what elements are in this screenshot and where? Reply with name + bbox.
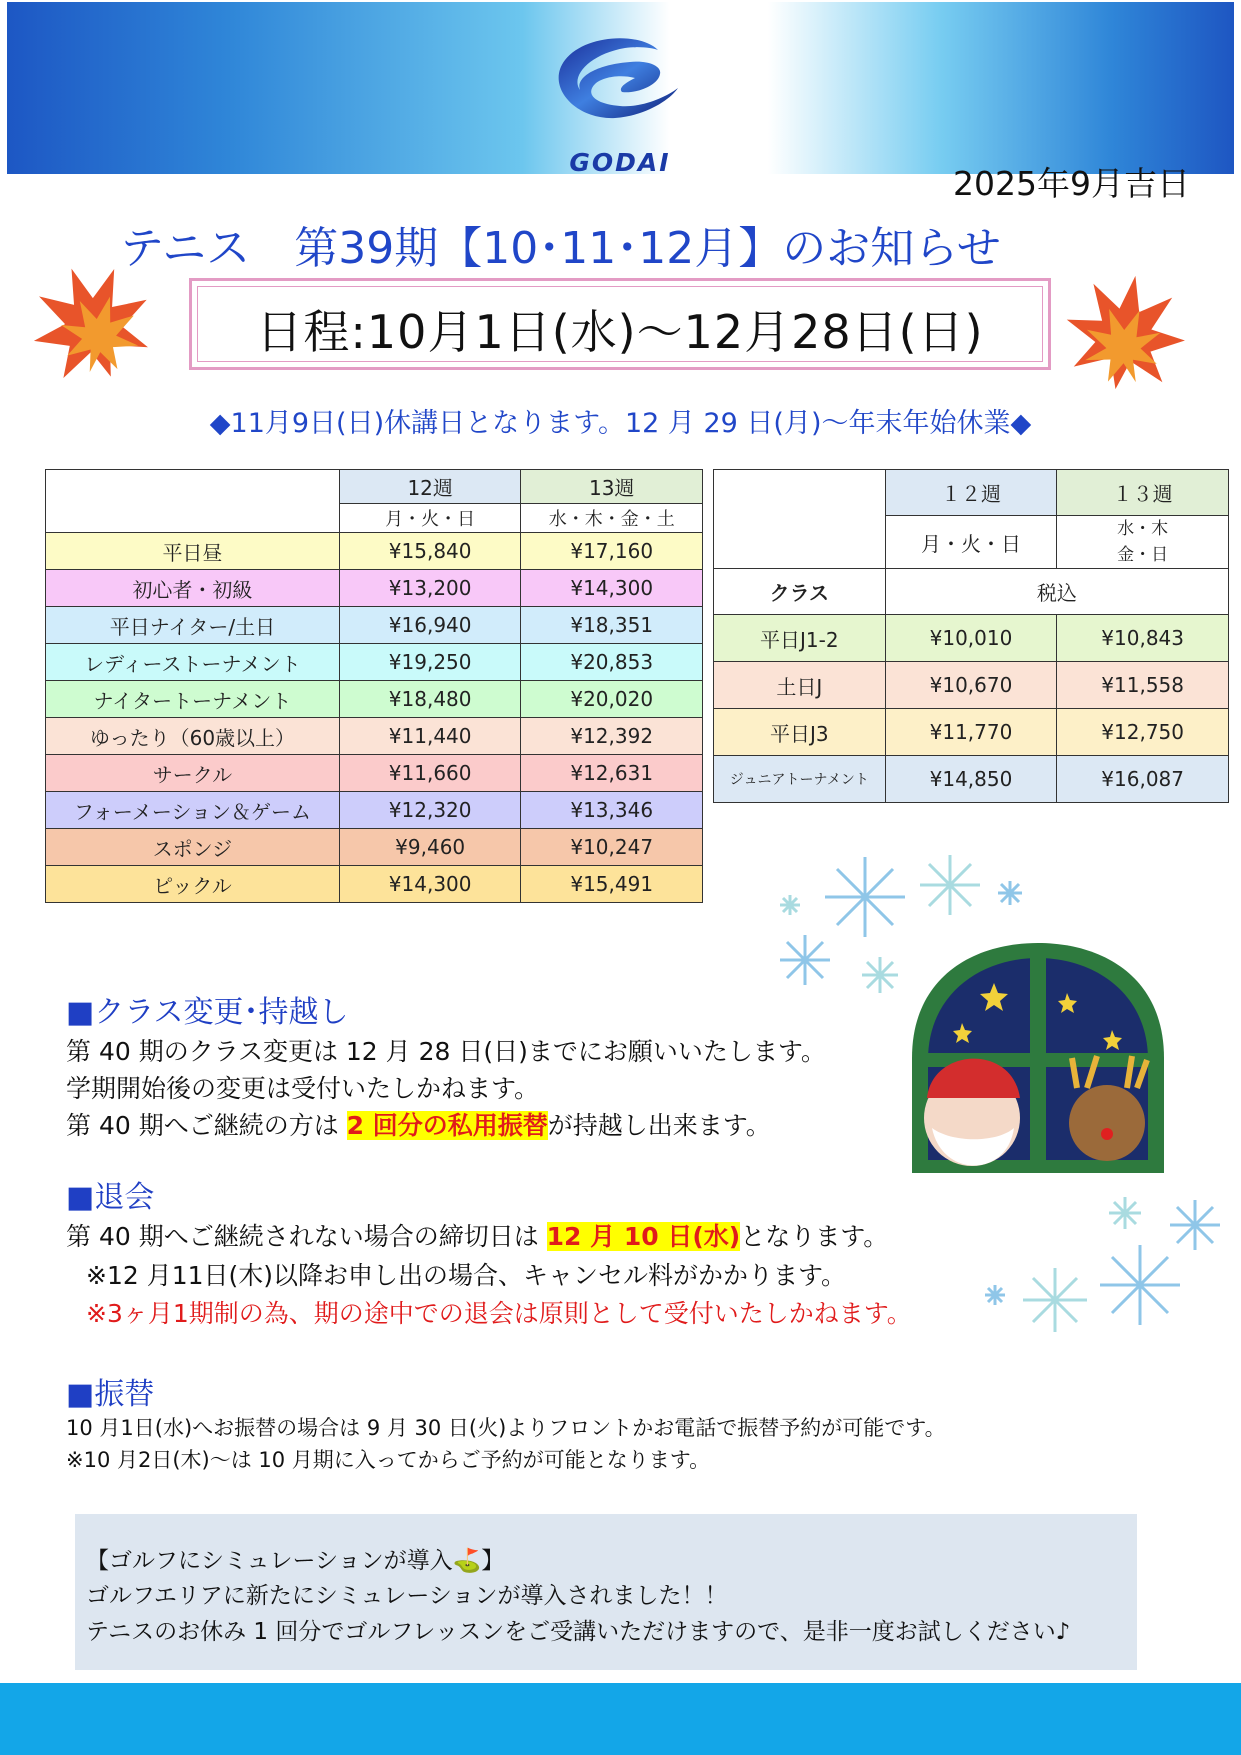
week12-header: １２週	[885, 470, 1057, 516]
table-row	[714, 709, 1229, 756]
class-label: クラス	[714, 569, 886, 615]
fee-12-weeks-cell: ¥12,320	[339, 792, 521, 829]
week12-header: 12週	[339, 470, 521, 504]
highlight-text: 12 月 10 日(水)	[546, 1222, 741, 1251]
class-name-cell: 平日ナイター/土日	[46, 607, 340, 644]
fee-13-weeks-cell: ¥20,020	[521, 681, 703, 718]
class-name-cell: レディーストーナメント	[46, 644, 340, 681]
fee-12-weeks-cell: ¥13,200	[339, 570, 521, 607]
fee-13-weeks-cell: ¥12,392	[521, 718, 703, 755]
window-santa-reindeer-illustration	[902, 938, 1174, 1180]
table-row	[46, 681, 703, 718]
adult-fee-table	[45, 469, 703, 903]
class-name-cell: 土日J	[714, 662, 886, 709]
fee-12-weeks-cell: ¥15,840	[339, 533, 521, 570]
fee-13-weeks-cell: ¥10,843	[1057, 615, 1229, 662]
table-row	[46, 570, 703, 607]
issue-date: 2025年9月吉日	[953, 164, 1190, 203]
fee-12-weeks-cell: ¥18,480	[339, 681, 521, 718]
tax-label: 税込	[885, 569, 1228, 615]
fee-13-weeks-cell: ¥17,160	[521, 533, 703, 570]
fee-13-weeks-cell: ¥12,631	[521, 755, 703, 792]
class-name-cell: ピックル	[46, 866, 340, 903]
maple-leaf-icon	[1055, 265, 1195, 405]
class-change-line: 第 40 期へご継続の方は 2 回分の私用振替が持越し出来ます。	[66, 1111, 771, 1140]
transfer-warning: ※10 月2日(木)～は 10 月期に入ってからご予約が可能となります。	[66, 1448, 711, 1472]
logo-text: GODAI	[569, 148, 671, 177]
table-row	[46, 718, 703, 755]
class-name-cell: フォーメーション＆ゲーム	[46, 792, 340, 829]
table-corner-cell	[46, 470, 340, 533]
junior-fee-table	[713, 469, 1229, 803]
golf-notice-line: テニスのお休み 1 回分でゴルフレッスンをご受講いただけますので、是非一度お試しください♪	[86, 1619, 1071, 1645]
day-header: 水・木・金・土	[521, 504, 703, 533]
table-corner-cell	[714, 470, 886, 569]
class-name-cell: 初心者・初級	[46, 570, 340, 607]
fee-12-weeks-cell: ¥11,660	[339, 755, 521, 792]
fee-13-weeks-cell: ¥20,853	[521, 644, 703, 681]
class-name-cell: 平日昼	[46, 533, 340, 570]
table-row	[46, 533, 703, 570]
snowflake-icon	[985, 1195, 1225, 1345]
table-row	[46, 644, 703, 681]
table-row	[46, 607, 703, 644]
maple-leaf-icon	[22, 255, 162, 395]
fee-12-weeks-cell: ¥19,250	[339, 644, 521, 681]
golf-notice-line: ゴルフエリアに新たにシミュレーションが導入されました！！	[86, 1583, 728, 1609]
transfer-heading: ■振替	[66, 1377, 155, 1412]
fee-12-weeks-cell: ¥10,010	[885, 615, 1057, 662]
fee-13-weeks-cell: ¥15,491	[521, 866, 703, 903]
withdrawal-line: 第 40 期へご継続されない場合の締切日は 12 月 10 日(水)となります。	[66, 1222, 889, 1251]
fee-13-weeks-cell: ¥10,247	[521, 829, 703, 866]
fee-12-weeks-cell: ¥16,940	[339, 607, 521, 644]
class-change-line: 学期開始後の変更は受付いたしかねます。	[66, 1074, 540, 1103]
class-name-cell: ゆったり（60歳以上）	[46, 718, 340, 755]
highlight-text: 2 回分の私用振替	[346, 1111, 548, 1140]
schedule-text: 日程:10月1日(水)～12月28日(日)	[256, 305, 984, 359]
fee-13-weeks-cell: ¥16,087	[1057, 756, 1229, 803]
fee-12-weeks-cell: ¥14,850	[885, 756, 1057, 803]
day-header: 月・火・日	[885, 516, 1057, 569]
fee-13-weeks-cell: ¥13,346	[521, 792, 703, 829]
fee-13-weeks-cell: ¥12,750	[1057, 709, 1229, 756]
withdrawal-line: ※12 月11日(木)以降お申し出の場合、キャンセル料がかかります。	[86, 1261, 847, 1290]
page-title: テニス 第39期【10･11･12月】のお知らせ	[120, 223, 1001, 274]
table-row	[714, 756, 1229, 803]
fee-13-weeks-cell: ¥18,351	[521, 607, 703, 644]
holiday-notice: ◆11月9日(日)休講日となります。12 月 29 日(月)～年末年始休業◆	[209, 408, 1032, 439]
class-name-cell: サークル	[46, 755, 340, 792]
table-row	[714, 662, 1229, 709]
table-row	[46, 792, 703, 829]
class-name-cell: 平日J1-2	[714, 615, 886, 662]
class-change-line: 第 40 期のクラス変更は 12 月 28 日(日)までにお願いいたします。	[66, 1037, 826, 1066]
fee-13-weeks-cell: ¥11,558	[1057, 662, 1229, 709]
footer-banner	[0, 1683, 1241, 1755]
day-header: 水・木 金・日	[1057, 516, 1229, 569]
class-change-heading: ■クラス変更･持越し	[66, 995, 349, 1030]
fee-12-weeks-cell: ¥10,670	[885, 662, 1057, 709]
day-header: 月・火・日	[339, 504, 521, 533]
week13-header: 13週	[521, 470, 703, 504]
class-name-cell: 平日J3	[714, 709, 886, 756]
class-name-cell: ナイタートーナメント	[46, 681, 340, 718]
class-name-cell: ジュニアトーナメント	[714, 756, 886, 803]
table-row	[46, 866, 703, 903]
golf-notice-title: 【ゴルフにシミュレーションが導入⛳】	[86, 1548, 505, 1574]
week13-header: １３週	[1057, 470, 1229, 516]
withdrawal-heading: ■退会	[66, 1180, 155, 1215]
fee-13-weeks-cell: ¥14,300	[521, 570, 703, 607]
transfer-line: 10 月1日(水)へお振替の場合は 9 月 30 日(火)よりフロントかお電話で振替予約が可能です。	[66, 1416, 946, 1440]
fee-12-weeks-cell: ¥14,300	[339, 866, 521, 903]
withdrawal-warning: ※3ヶ月1期制の為、期の途中での退会は原則として受付いたしかねます。	[86, 1299, 912, 1328]
fee-12-weeks-cell: ¥11,770	[885, 709, 1057, 756]
table-row	[46, 755, 703, 792]
fee-12-weeks-cell: ¥9,460	[339, 829, 521, 866]
class-name-cell: スポンジ	[46, 829, 340, 866]
fee-12-weeks-cell: ¥11,440	[339, 718, 521, 755]
table-row	[46, 829, 703, 866]
table-row	[714, 615, 1229, 662]
